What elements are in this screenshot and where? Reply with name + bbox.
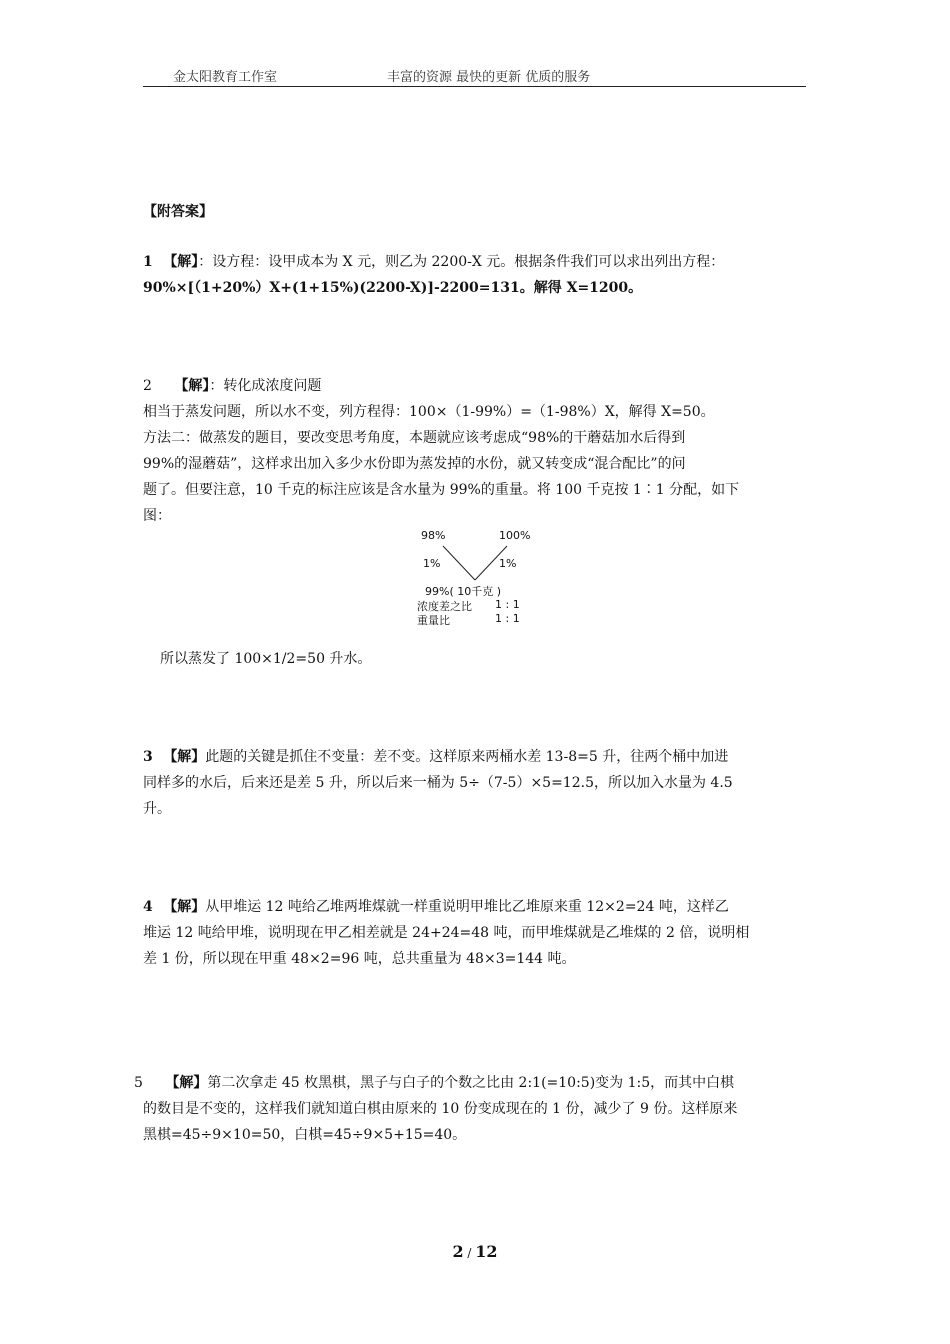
- header-left-text: 金太阳教育工作室: [173, 70, 278, 85]
- q5-text-1: 第二次拿走 45 枚黑棋，黑子与白子的个数之比由 2:1(=10:5)变为 1:5，而其中白棋: [207, 1075, 735, 1091]
- mixing-diagram: [415, 528, 545, 628]
- q2-line1: 相当于蒸发问题，所以水不变，列方程得：100×（1-99%）=（1-98%）X，解得 X=50。: [143, 404, 715, 420]
- q2-tag: 【解】: [174, 378, 210, 394]
- q1-line2: 90%×[（1+20%）X+(1+15%)(2200-X)]-2200=131。解得 X=1200。: [143, 280, 643, 296]
- page-header: [143, 64, 806, 87]
- page-current: 2: [452, 1242, 464, 1261]
- diagram-top-right: 100%: [499, 529, 531, 542]
- q3-line1: [143, 744, 728, 770]
- q4-tag: 【解】: [163, 899, 206, 915]
- q5-tag: 【解】: [165, 1075, 208, 1091]
- q2-number: 2: [143, 378, 152, 394]
- q2-title: ：转化成浓度问题: [209, 378, 322, 394]
- q5-line3: 黑棋=45÷9×10=50，白棋=45÷9×5+15=40。: [143, 1127, 467, 1143]
- q1-text-1: ：设方程：设甲成本为 X 元，则乙为 2200-X 元。根据条件我们可以求出列出方程：: [198, 254, 725, 270]
- diagram-center-label: 99%( 10千克 ): [425, 585, 502, 598]
- q2-line2: 方法二：做蒸发的题目，要改变思考角度，本题就应该考虑成“98%的干蘑菇加水后得到: [143, 430, 686, 446]
- q5-line1: [134, 1070, 734, 1096]
- q3-number: 3: [143, 749, 153, 765]
- diagram-row2-value: 1 : 1: [495, 612, 520, 625]
- q2-line3: 99%的湿蘑菇”，这样求出加入多少水份即为蒸发掉的水份，就又转变成“混合配比”的问: [143, 456, 686, 472]
- q3-text-1: 此题的关键是抓住不变量：差不变。这样原来两桶水差 13-8=5 升，往两个桶中加进: [205, 749, 729, 765]
- diagram-line-left: [443, 546, 475, 580]
- q1-line1: [143, 249, 724, 275]
- diagram-row2-label: 重量比: [417, 614, 450, 627]
- page-number: [0, 1242, 950, 1261]
- q2-title-line: [143, 373, 321, 399]
- diagram-mid-left: 1%: [423, 557, 441, 570]
- diagram-mid-right: 1%: [499, 557, 517, 570]
- q1-tag: 【解】: [163, 254, 199, 270]
- page-total: 12: [475, 1242, 498, 1261]
- diagram-top-left: 98%: [421, 529, 446, 542]
- q1-number: 1: [143, 254, 153, 270]
- q3-tag: 【解】: [163, 749, 206, 765]
- q4-line3: 差 1 份，所以现在甲重 48×2=96 吨，总共重量为 48×3=144 吨。: [143, 951, 576, 967]
- q3-line2: 同样多的水后，后来还是差 5 升，所以后来一桶为 5÷（7-5）×5=12.5，所以加入水量为 4.5: [143, 775, 733, 791]
- q4-line1: [143, 894, 729, 920]
- q4-text-1: 从甲堆运 12 吨给乙堆两堆煤就一样重说明甲堆比乙堆原来重 12×2=24 吨，这样乙: [205, 899, 729, 915]
- q2-line4: 题了。但要注意，10 千克的标注应该是含水量为 99%的重量。将 100 千克按 1∶1 分配，如下: [143, 482, 740, 498]
- header-right-text: 丰富的资源 最快的更新 优质的服务: [387, 70, 591, 85]
- diagram-row1-label: 浓度差之比: [417, 600, 472, 613]
- q5-number: 5: [134, 1075, 143, 1091]
- q3-line3: 升。: [143, 801, 171, 817]
- section-title: 【附答案】: [143, 204, 213, 220]
- q4-line2: 堆运 12 吨给甲堆，说明现在甲乙相差就是 24+24=48 吨，而甲堆煤就是乙堆煤的 2 倍，说明相: [143, 925, 750, 941]
- diagram-row1-value: 1 : 1: [495, 598, 520, 611]
- q2-conclusion: 所以蒸发了 100×1/2=50 升水。: [160, 651, 372, 667]
- q2-line5: 图：: [143, 508, 171, 524]
- q4-number: 4: [143, 899, 153, 915]
- q5-line2: 的数目是不变的，这样我们就知道白棋由原来的 10 份变成现在的 1 份，减少了 9 份。这样原来: [143, 1101, 738, 1117]
- page-separator: /: [463, 1246, 476, 1260]
